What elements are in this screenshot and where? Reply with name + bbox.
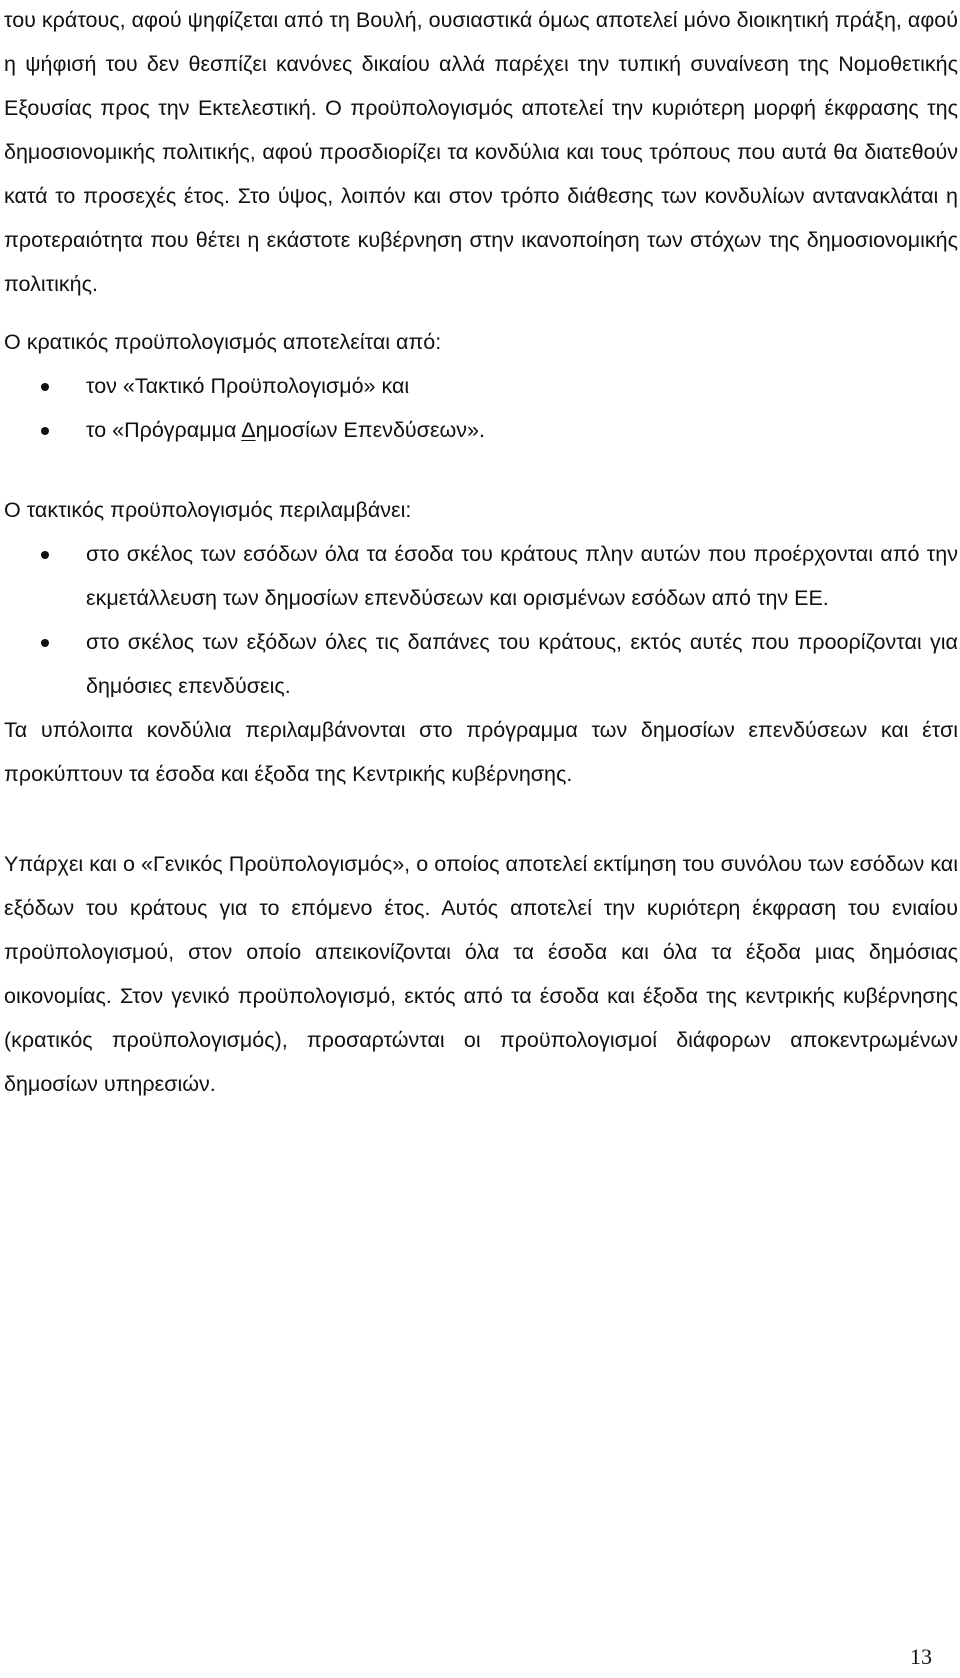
bullet-icon [41,551,49,559]
paragraph-intro: του κράτους, αφού ψηφίζεται από τη Βουλή, ουσιαστικά όμως αποτελεί μόνο διοικητική πράξη, αφού η ψήφισή του δεν θεσπίζει κανόνες δικαίου αλλά παρέχει την τυπική συναίνεση της Νομοθετικής Εξουσίας προς την Εκτελεστική. Ο προϋπολογισμός αποτελεί την κυριότερη μορφή έκφρασης της δημοσιονομικής πολιτικής, αφού προσδιορίζει τα κονδύλια και τους τρόπους που αυτά θα διατεθούν κατά το προσεχές έτος. Στο ύψος, λοιπόν και στον τρόπο διάθεσης των κονδυλίων αντανακλάται η προτεραιότητα που θέτει η εκάστοτε κυβέρνηση στην ικανοποίηση των στόχων της δημοσιονομικής πολιτικής. [4,8,958,296]
bullet-icon [41,427,49,435]
list-item [4,620,958,708]
paragraph-regular-budget-intro: Ο τακτικός προϋπολογισμός περιλαμβάνει: [4,498,412,522]
list-item-text-underlined: Δ [241,418,256,442]
list-item [4,532,958,620]
list-item [4,364,958,408]
paragraph-composition-intro: Ο κρατικός προϋπολογισμός αποτελείται από: [4,330,442,354]
list-item-text-suffix: ημοσίων Επενδύσεων». [255,418,485,442]
composition-list [4,364,958,452]
regular-budget-list [4,532,958,708]
paragraph-general-budget: Υπάρχει και ο «Γενικός Προϋπολογισμός», ο οποίος αποτελεί εκτίμηση του συνόλου των εσόδων και εξόδων του κράτους για το επόμενο έτος. Αυτός αποτελεί την κυριότερη έκφραση του ενιαίου προϋπολογισμού, στον οποίο απεικονίζονται όλα τα έσοδα και όλα τα έξοδα μιας δημόσιας οικονομίας. Στον γενικό προϋπολογισμό, εκτός από τα έσοδα και έξοδα της κεντρικής κυβέρνησης (κρατικός προϋπολογισμός), προσαρτώνται οι προϋπολογισμοί διάφορων αποκεντρωμένων δημοσίων υπηρεσιών. [4,852,958,1096]
page-number: 13 [910,1644,932,1669]
list-item-text: στο σκέλος των εξόδων όλες τις δαπάνες του κράτους, εκτός αυτές που προορίζονται για δημόσιες επενδύσεις. [86,630,958,698]
paragraph-remaining-funds: Τα υπόλοιπα κονδύλια περιλαμβάνονται στο πρόγραμμα των δημοσίων επενδύσεων και έτσι προκύπτουν τα έσοδα και έξοδα της Κεντρικής κυβέρνησης. [4,718,958,786]
bullet-icon [41,383,49,391]
list-item-text-prefix: το «Πρόγραμμα [86,418,242,442]
page-body [4,0,958,1106]
list-item-text: τον «Τακτικό Προϋπολογισμό» και [86,374,410,398]
list-item [4,408,958,452]
list-item-text: στο σκέλος των εσόδων όλα τα έσοδα του κράτους πλην αυτών που προέρχονται από την εκμετάλλευση των δημοσίων επενδύσεων και ορισμένων εσόδων από την ΕΕ. [86,542,958,610]
bullet-icon [41,639,49,647]
